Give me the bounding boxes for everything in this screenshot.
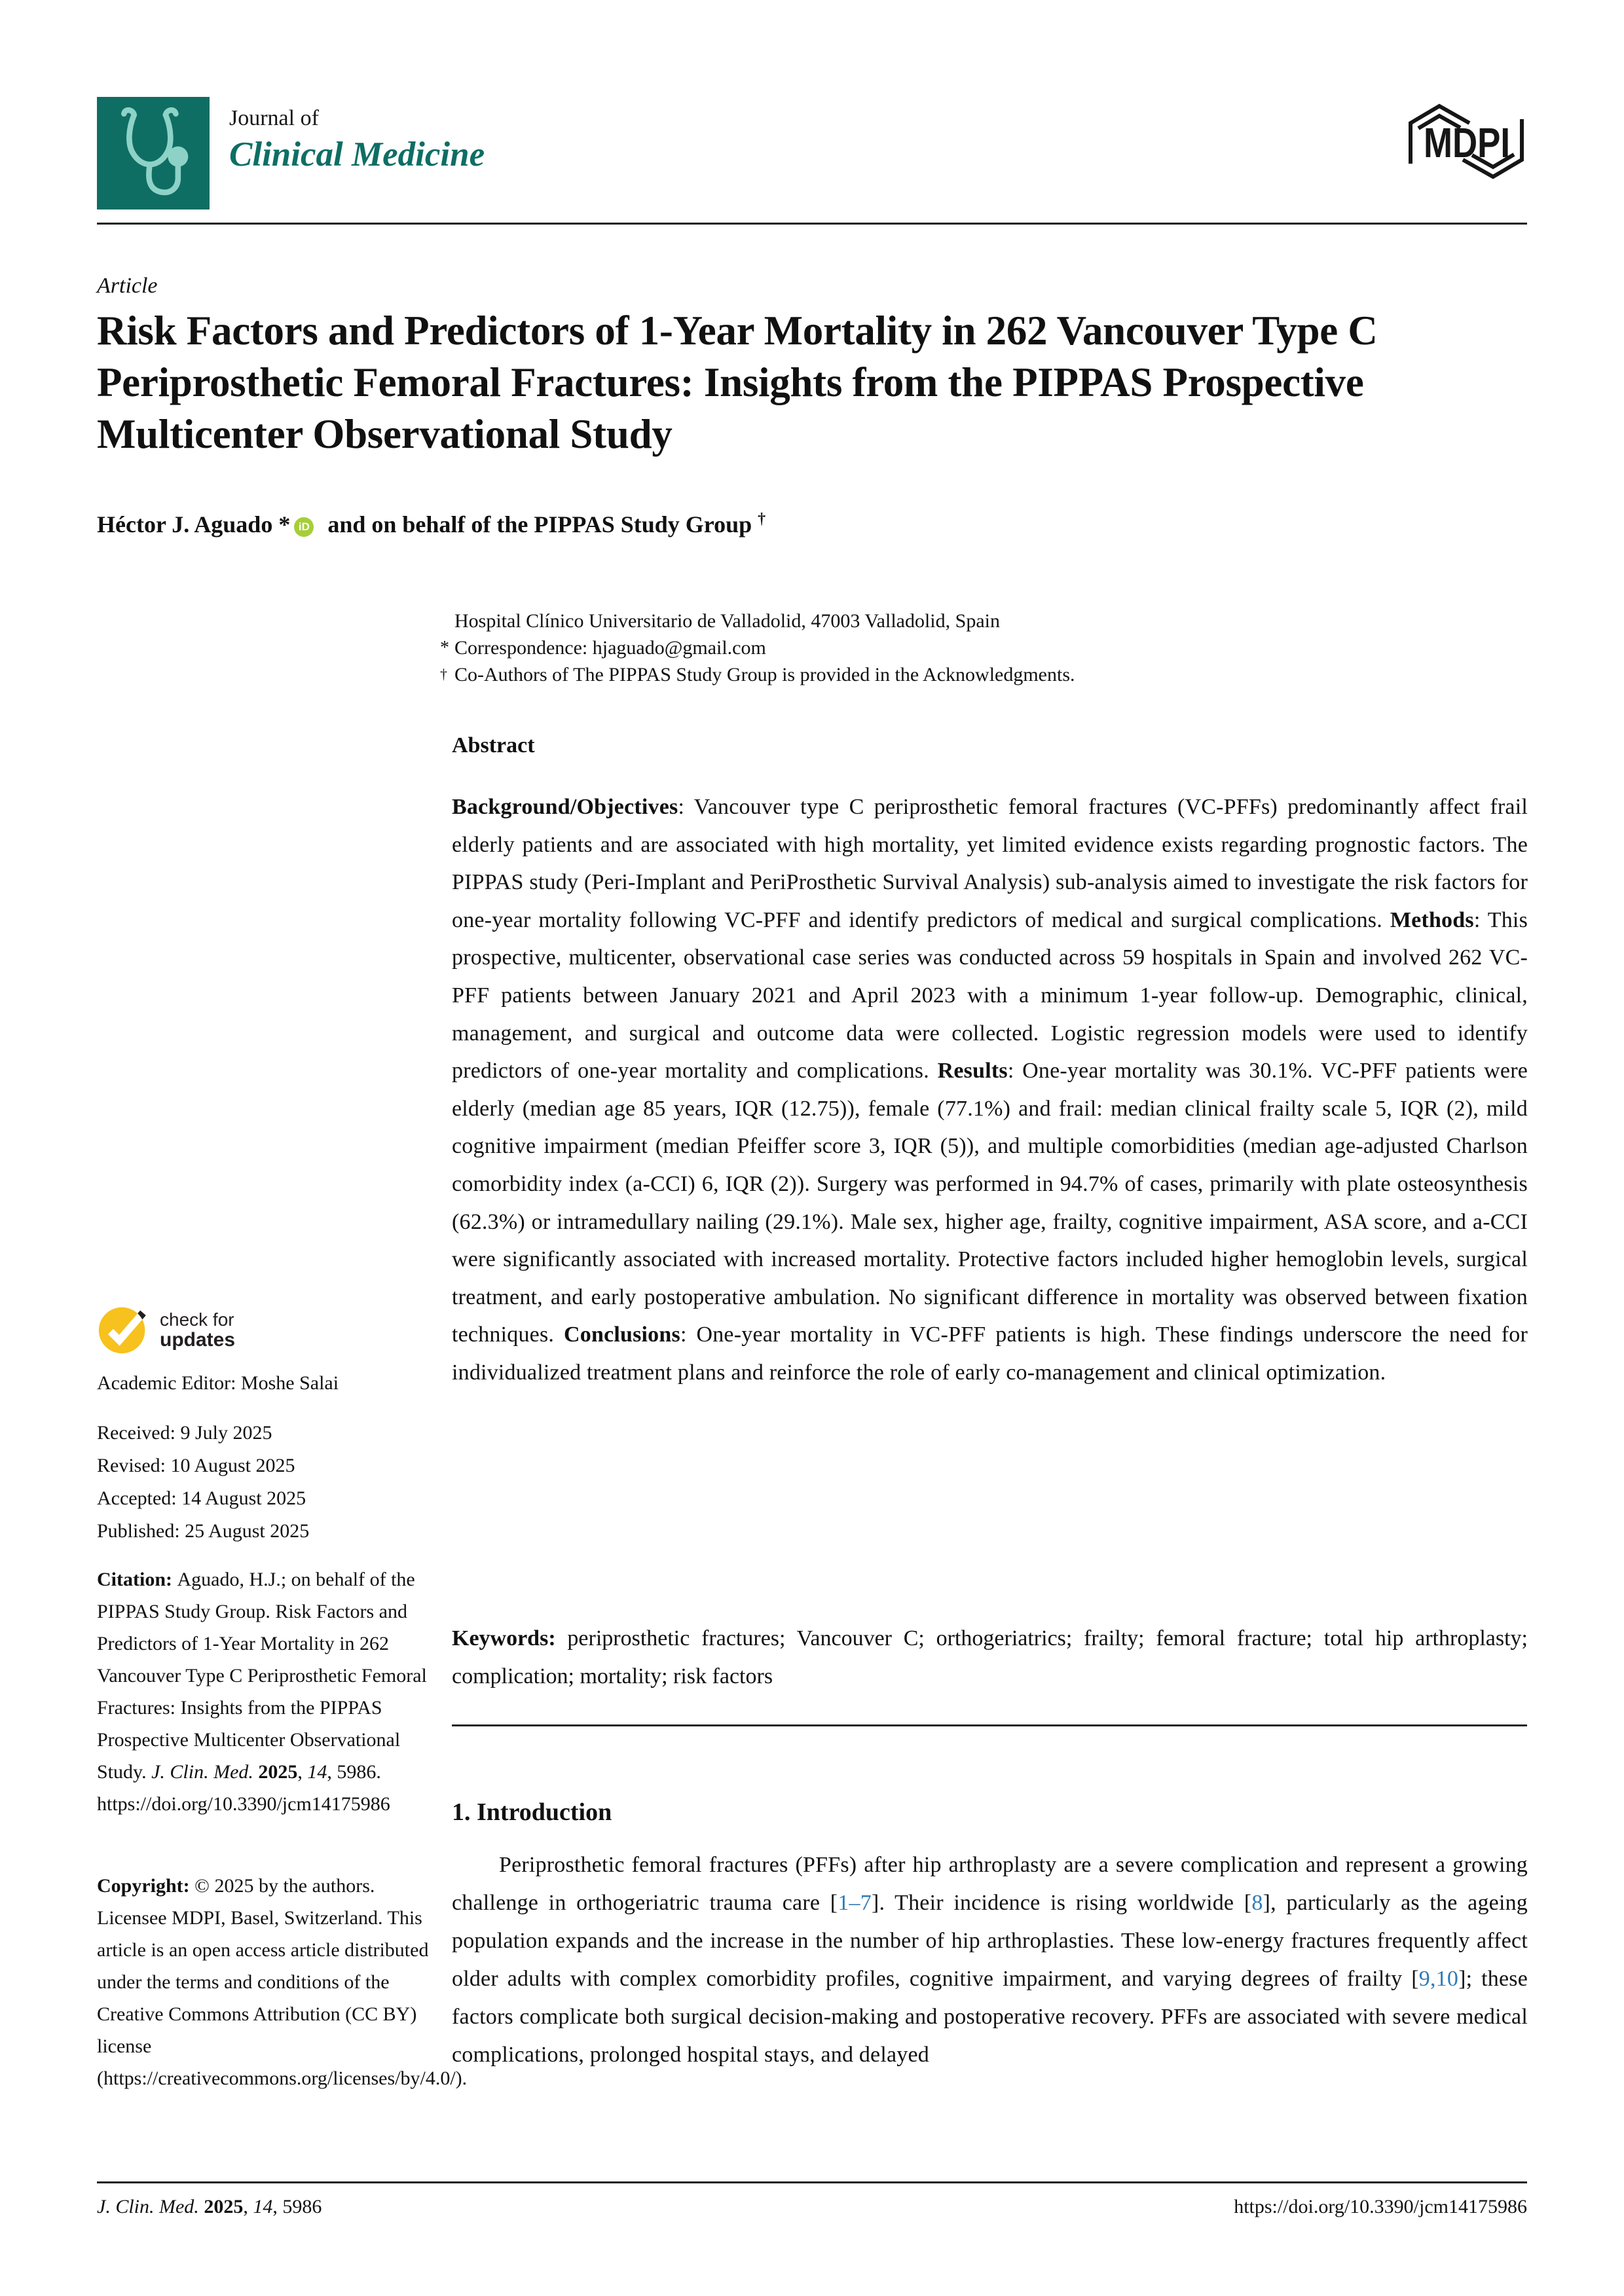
author-name: Héctor J. Aguado * bbox=[97, 511, 291, 538]
header-rule bbox=[97, 223, 1527, 225]
affiliation-block bbox=[440, 608, 1527, 688]
affiliation-text: Hospital Clínico Universitario de Valladolid, 47003 Valladolid, Spain bbox=[454, 610, 1000, 632]
author-group-note: and on behalf of the PIPPAS Study Group † bbox=[322, 511, 766, 538]
date-published: Published: 25 August 2025 bbox=[97, 1520, 310, 1542]
citation-ref[interactable]: 9,10 bbox=[1418, 1967, 1459, 1991]
dagger-marker: † bbox=[440, 666, 447, 682]
page-title: Risk Factors and Predictors of 1-Year Mortality in 262 Vancouver Type C Periprosthetic Femoral Fractures: Insights from the PIPPAS Prospective Multicenter Observational Study bbox=[97, 308, 1378, 457]
copyright-block: Copyright: © 2025 by the authors. Licensee MDPI, Basel, Switzerland. This article is an open access article distributed under the terms and conditions of the Creative Commons Attribution (CC BY) license (https://creativecommons.org/licenses/by/4.0/). bbox=[97, 1875, 468, 2089]
badge-line2: updates bbox=[160, 1328, 236, 1351]
keywords-divider bbox=[452, 1724, 1527, 1726]
footer-rule bbox=[97, 2181, 1527, 2183]
article-dates bbox=[97, 1417, 431, 1548]
citation-ref[interactable]: 1–7 bbox=[838, 1891, 872, 1915]
abstract-body: Background/Objectives: Vancouver type C periprosthetic femoral fractures (VC-PFFs) predominantly affect frail elderly patients and are associated with high mortality, yet limited evidence exists regarding prognostic factors. The PIPPAS study (Peri-Implant and PeriProsthetic Survival Analysis) sub-analysis aimed to investigate the risk factors for one-year mortality following VC-PFF and identify predictors of medical and surgical complications. Methods: This prospective, multicenter, observational case series was conducted across 59 hospitals in Spain and involved 262 VC-PFF patients between January 2021 and April 2023 with a minimum 1-year follow-up. Demographic, clinical, management, and surgical and outcome data were collected. Logistic regression models were used to identify predictors of one-year mortality and complications. Results: One-year mortality was 30.1%. VC-PFF patients were elderly (median age 85 years, IQR (12.75)), female (77.1%) and frail: median clinical frailty scale 5, IQR (2), mild cognitive impairment (median Pfeiffer score 3, IQR (5)), and multiple comorbidities (median age-adjusted Charlson comorbidity index (a-CCI) 6, IQR (2)). Surgery was performed in 94.7% of cases, primarily with plate osteosynthesis (62.3%) or intramedullary nailing (29.1%). Male sex, higher age, frailty, cognitive impairment, ASA score, and a-CCI were significantly associated with increased mortality. Protective factors included higher hemoglobin levels, surgical treatment, and early postoperative ambulation. No significant difference in mortality was observed between fixation techniques. Conclusions: One-year mortality in VC-PFF patients is high. These findings underscore the need for individualized treatment plans and reinforce the role of early co-management and clinical optimization. bbox=[452, 795, 1528, 1385]
section-heading-introduction: 1. Introduction bbox=[452, 1798, 612, 1826]
correspondence-marker: * bbox=[440, 638, 449, 658]
journal-name bbox=[229, 106, 485, 174]
crossmark-check-icon bbox=[97, 1304, 149, 1357]
academic-editor: Academic Editor: Moshe Salai bbox=[97, 1372, 339, 1394]
mdpi-logo bbox=[1407, 102, 1526, 181]
orcid-icon[interactable]: iD bbox=[294, 517, 314, 537]
keywords: Keywords: periprosthetic fractures; Vancouver C; orthogeriatrics; frailty; femoral fracture; total hip arthroplasty; complication; mortality; risk factors bbox=[452, 1626, 1528, 1688]
affiliation-row bbox=[440, 608, 1527, 634]
abstract-heading: Abstract bbox=[452, 733, 535, 757]
date-revised: Revised: 10 August 2025 bbox=[97, 1455, 295, 1476]
article-type-label: Article bbox=[97, 274, 158, 298]
badge-line1: check for bbox=[160, 1309, 234, 1330]
citation-block: Citation: Aguado, H.J.; on behalf of the PIPPAS Study Group. Risk Factors and Predictors of 1-Year Mortality in 262 Vancouver Type C Periprosthetic Femoral Fractures: Insights from the PIPPAS Prospective Multicenter Observational Study. J. Clin. Med. 2025, 14, 5986. https://doi.org/10.3390/jcm14175986 bbox=[97, 1569, 427, 1815]
check-for-updates-label bbox=[160, 1310, 235, 1351]
author-line bbox=[97, 511, 766, 538]
journal-name-prefix: Journal of bbox=[229, 106, 319, 130]
date-received: Received: 9 July 2025 bbox=[97, 1422, 272, 1444]
coauthors-row bbox=[440, 661, 1527, 688]
footer-journal-ref: J. Clin. Med. 2025, 14, 5986 bbox=[97, 2196, 322, 2217]
journal-logo bbox=[97, 97, 210, 210]
correspondence-text[interactable]: Correspondence: hjaguado@gmail.com bbox=[454, 637, 766, 659]
date-accepted: Accepted: 14 August 2025 bbox=[97, 1487, 306, 1509]
footer-doi-link[interactable]: https://doi.org/10.3390/jcm14175986 bbox=[1234, 2196, 1527, 2217]
introduction-paragraph: Periprosthetic femoral fractures (PFFs) after hip arthroplasty are a severe complication and represent a growing challenge in orthogeriatric trauma care [1–7]. Their incidence is rising worldwide [8], particularly as the ageing population expands and the increase in the number of hip arthroplasties. These low-energy fractures frequently affect older adults with complex comorbidity profiles, cognitive impairment, and varying degrees of frailty [9,10]; these factors complicate both surgical decision-making and postoperative recovery. PFFs are associated with severe medical complications, prolonged hospital stays, and delayed bbox=[452, 1853, 1528, 2067]
citation-ref[interactable]: 8 bbox=[1251, 1891, 1263, 1915]
page-footer bbox=[97, 2196, 1527, 2218]
mdpi-logo-text: MDPI bbox=[1424, 119, 1510, 166]
check-for-updates-badge[interactable] bbox=[97, 1304, 235, 1357]
correspondence-row bbox=[440, 634, 1527, 661]
stethoscope-icon bbox=[97, 97, 210, 210]
coauthors-note: Co-Authors of The PIPPAS Study Group is provided in the Acknowledgments. bbox=[454, 664, 1075, 685]
journal-name-main: Clinical Medicine bbox=[229, 136, 485, 173]
